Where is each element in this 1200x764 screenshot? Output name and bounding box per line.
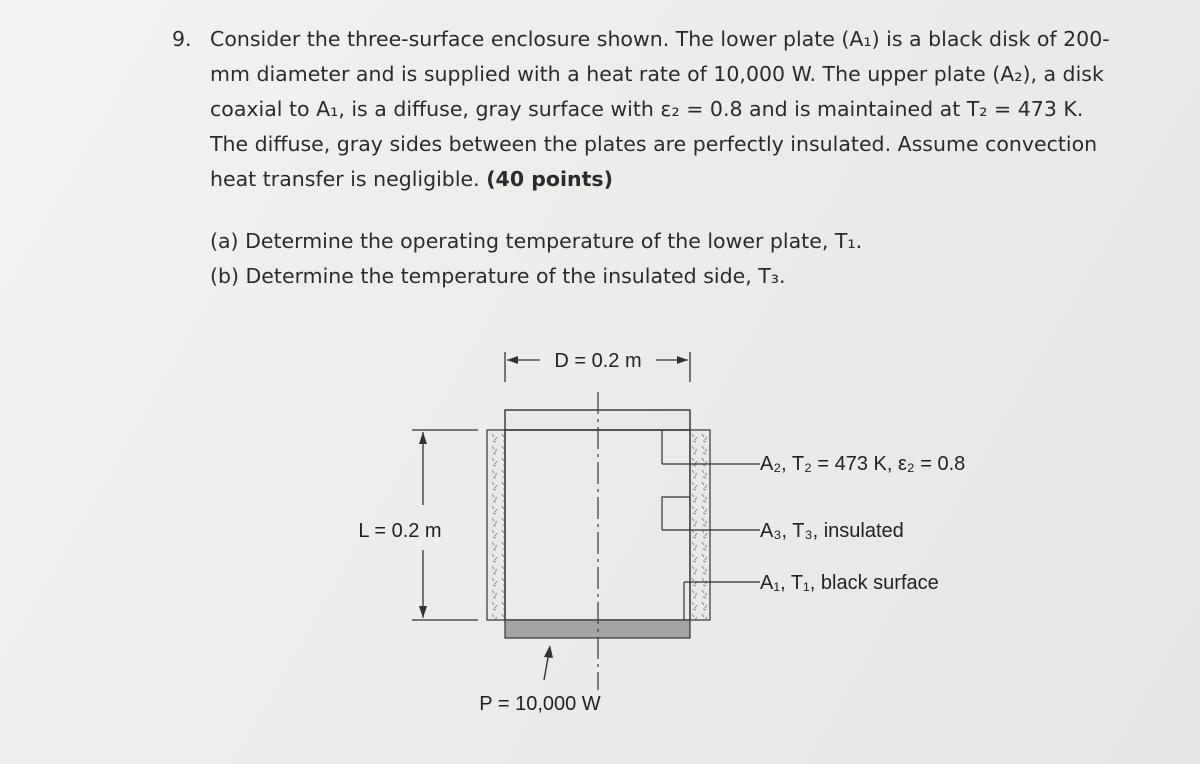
heat-input-arrow: [544, 645, 553, 680]
length-dimension: [358, 430, 478, 620]
label-a3: A₃, T₃, insulated: [760, 520, 904, 542]
right-insulated-wall: [690, 430, 710, 620]
problem-line-1: Consider the three-surface enclosure shown. The lower plate (A₁) is a black disk of 200-: [210, 27, 1110, 51]
leader-a3: [662, 497, 760, 530]
leader-a2: [662, 430, 760, 464]
label-a2: A₂, T₂ = 473 K, ε₂ = 0.8: [760, 453, 966, 475]
diameter-label: D = 0.2 m: [554, 350, 642, 372]
power-label: P = 10,000 W: [479, 693, 601, 715]
problem-number: 9.: [172, 27, 192, 51]
points-label: (40 points): [486, 167, 613, 191]
part-b: (b) Determine the temperature of the insulated side, T₃.: [210, 264, 786, 288]
problem-line-2: mm diameter and is supplied with a heat rate of 10,000 W. The upper plate (A₂), a disk: [210, 62, 1104, 86]
problem-line-5-text: heat transfer is negligible.: [210, 167, 480, 191]
part-a: (a) Determine the operating temperature of the lower plate, T₁.: [210, 229, 863, 253]
label-a1: A₁, T₁, black surface: [760, 572, 939, 594]
diameter-dimension: [505, 350, 690, 382]
length-label: L = 0.2 m: [358, 520, 442, 542]
problem-line-4: The diffuse, gray sides between the plates are perfectly insulated. Assume convection: [210, 132, 1098, 156]
problem-line-3: coaxial to A₁, is a diffuse, gray surface with ε₂ = 0.8 and is maintained at T₂ = 473 K.: [210, 97, 1084, 121]
left-insulated-wall: [487, 430, 505, 620]
